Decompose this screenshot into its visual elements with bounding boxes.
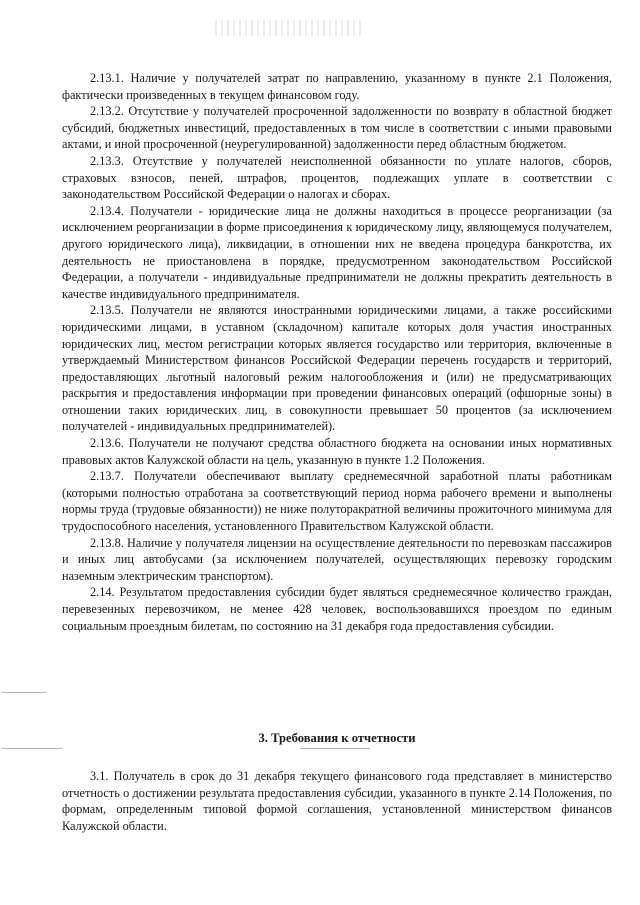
paragraph-2-13-3: 2.13.3. Отсутствие у получателей неисполненной обязанности по уплате налогов, сборов, страховых взносов, пеней, штрафов, процентов, подлежащих уплате в соответствии с законодательством Российской Федерации о налогах и сборах. bbox=[62, 153, 612, 202]
paragraph-2-14: 2.14. Результатом предоставления субсидии будет являться среднемесячное количество граждан, перевезенных перевозчиком, не менее 428 человек, воспользовавшихся проездом по единым социальным проездным билетам, по состоянию на 31 декабря года предоставления субсидии. bbox=[62, 585, 612, 633]
section-heading: 3. Требования к отчетности bbox=[258, 731, 416, 745]
scan-artifact bbox=[215, 20, 365, 36]
scan-mark bbox=[2, 692, 46, 693]
main-text bbox=[62, 70, 612, 634]
paragraph-2-13-8: 2.13.8. Наличие у получателя лицензии на осуществление деятельности по перевозкам пассажиров и иных лиц автобусами (за исключением получателей, осуществляющих перевозку городским наземным электрическим транспортом). bbox=[62, 535, 612, 583]
paragraph-2-13-5: 2.13.5. Получатели не являются иностранными юридическими лицами, а также российскими юридическими лицами, в уставном (складочном) капитале которых доля участия иностранных юридических лиц, местом регистрации которых является государство или территория, включенные в утверждаемый Министерством финансов Российской Федерации перечень государств и территорий, предоставляющих льготный налоговый режим налогообложения и (или) не предусматривающих раскрытия и предоставления информации при проведении финансовых операций (офшорные зоны) в отношении таких юридических лиц, в совокупности превышает 50 процентов (за исключением получателей - индивидуальных предпринимателей). bbox=[62, 303, 612, 434]
paragraph-2-13-6: 2.13.6. Получатели не получают средства областного бюджета на основании иных нормативных правовых актов Калужской области на цель, указанную в пункте 1.2 Положения. bbox=[62, 436, 612, 467]
section-text bbox=[62, 768, 612, 834]
paragraph-2-13-1: 2.13.1. Наличие у получателей затрат по направлению, указанному в пункте 2.1 Положения, фактически произведенных в текущем финансовом году. bbox=[62, 71, 612, 102]
paragraph-2-13-2: 2.13.2. Отсутствие у получателей просроченной задолженности по возврату в областной бюджет субсидий, бюджетных инвестиций, предоставленных в том числе в соответствии с иными правовыми актами, и иной просроченной (неурегулированной) задолженности перед областным бюджетом. bbox=[62, 104, 612, 152]
scan-mark bbox=[2, 748, 62, 749]
paragraph-2-13-7: 2.13.7. Получатели обеспечивают выплату среднемесячной заработной платы работникам (которыми полностью отработана за соответствующий период норма рабочего времени и выполнены нормы труда (трудовые обязанности)) не ниже полуторакратной величины прожиточного минимума для трудоспособного населения, установленного Правительством Калужской области. bbox=[62, 469, 612, 534]
scan-mark bbox=[300, 748, 370, 749]
paragraph-2-13-4: 2.13.4. Получатели - юридические лица не должны находиться в процессе реорганизации (за исключением реорганизации в форме присоединения к юридическому лицу, являющемуся получателем, другого юридического лица), ликвидации, в отношении них не введена процедура банкротства, их деятельность не приостановлена в порядке, предусмотренном законодательством Российской Федерации, а получатели - индивидуальные предприниматели не должны прекратить деятельность в качестве индивидуального предпринимателя. bbox=[62, 203, 612, 301]
paragraph-3-1: 3.1. Получатель в срок до 31 декабря текущего финансового года представляет в министерство отчетность о достижении результата предоставления субсидии, указанного в пункте 2.14 Положения, по формам, определенным типовой формой соглашения, установленной министерством финансов Калужской области. bbox=[62, 769, 612, 833]
